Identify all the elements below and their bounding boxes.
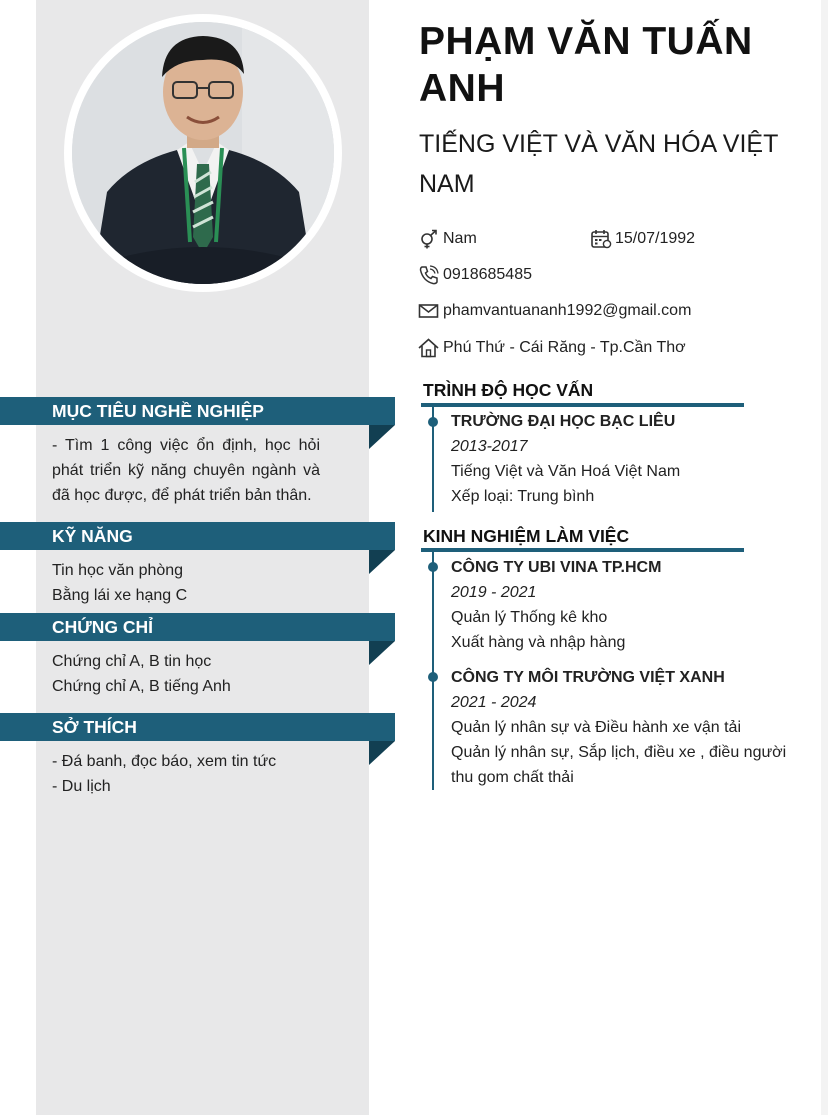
experience-detail: Quản lý nhân sự, Sắp lịch, điều xe , điều người — [451, 744, 787, 761]
experience-period: 2019 - 2021 — [451, 584, 537, 601]
timeline-dot — [428, 417, 438, 427]
certificates-list — [52, 649, 320, 699]
experience-detail: Xuất hàng và nhập hàng — [451, 634, 626, 651]
phone-icon — [418, 265, 440, 285]
section-banner-hobbies — [0, 713, 395, 741]
banner-fold — [369, 425, 395, 449]
hobbies-list — [52, 749, 320, 799]
banner-fold — [369, 550, 395, 574]
education-detail: Xếp loại: Trung bình — [451, 488, 595, 505]
section-banner-certificates — [0, 613, 395, 641]
company-name: CÔNG TY MÔI TRƯỜNG VIỆT XANH — [451, 669, 725, 686]
certificate-item: Chứng chỉ A, B tin học — [52, 653, 212, 670]
experience-detail: thu gom chất thải — [451, 769, 574, 786]
avatar — [72, 22, 334, 284]
experience-entry — [451, 665, 811, 790]
dob-info — [590, 229, 695, 249]
calendar-icon — [590, 229, 612, 249]
section-banner-objective — [0, 397, 395, 425]
address-info — [418, 338, 686, 358]
phone-value: 0918685485 — [443, 266, 532, 283]
experience-detail: Quản lý Thống kê kho — [451, 609, 608, 626]
candidate-major: TIẾNG VIỆT VÀ VĂN HÓA VIỆT NAM — [419, 130, 778, 198]
email-info — [418, 301, 691, 321]
objective-text — [52, 433, 320, 508]
candidate-name: PHẠM VĂN TUẤN ANH — [419, 20, 753, 110]
email-value: phamvantuananh1992@gmail.com — [443, 302, 692, 319]
address-value: Phú Thứ - Cái Răng - Tp.Cần Thơ — [443, 339, 686, 356]
skills-list — [52, 558, 320, 608]
timeline-dot — [428, 562, 438, 572]
skill-item: Tin học văn phòng — [52, 562, 184, 579]
envelope-icon — [418, 301, 440, 321]
hobby-item: - Du lịch — [52, 778, 111, 795]
objective-line: - Tìm 1 công việc ổn định, học hỏi phát triển kỹ năng chuyên ngành và đã học được, để phát triển bản thân. — [52, 437, 320, 504]
phone-info — [418, 265, 532, 285]
page-edge — [821, 0, 828, 1115]
section-rule — [421, 548, 744, 552]
gender-icon — [418, 229, 440, 249]
education-entry — [451, 409, 811, 509]
education-detail: Tiếng Việt và Văn Hoá Việt Nam — [451, 463, 681, 480]
certificate-item: Chứng chỉ A, B tiếng Anh — [52, 678, 231, 695]
banner-fold — [369, 741, 395, 765]
dob-value: 15/07/1992 — [615, 230, 696, 247]
experience-detail: Quản lý nhân sự và Điều hành xe vận tải — [451, 719, 741, 736]
section-rule — [421, 403, 744, 407]
skill-item: Bằng lái xe hạng C — [52, 587, 188, 604]
section-title-experience: KINH NGHIỆM LÀM VIỆC — [423, 526, 630, 546]
section-banner-skills — [0, 522, 395, 550]
section-title-certificates: CHỨNG CHỈ — [52, 617, 154, 637]
section-title-education: TRÌNH ĐỘ HỌC VẤN — [423, 380, 594, 400]
section-title-hobbies: SỞ THÍCH — [52, 717, 137, 737]
timeline-line — [432, 552, 434, 790]
education-period: 2013-2017 — [451, 438, 528, 455]
house-icon — [418, 338, 440, 358]
experience-entry — [451, 555, 811, 655]
section-title-objective: MỤC TIÊU NGHỀ NGHIỆP — [52, 401, 264, 421]
school-name: TRƯỜNG ĐẠI HỌC BẠC LIÊU — [451, 413, 676, 430]
section-title-skills: KỸ NĂNG — [52, 526, 133, 546]
hobby-item: - Đá banh, đọc báo, xem tin tức — [52, 753, 277, 770]
experience-period: 2021 - 2024 — [451, 694, 537, 711]
company-name: CÔNG TY UBI VINA TP.HCM — [451, 559, 662, 576]
gender-value: Nam — [443, 230, 477, 247]
gender-info — [418, 229, 477, 249]
banner-fold — [369, 641, 395, 665]
timeline-dot — [428, 672, 438, 682]
person-photo-icon — [72, 22, 334, 284]
